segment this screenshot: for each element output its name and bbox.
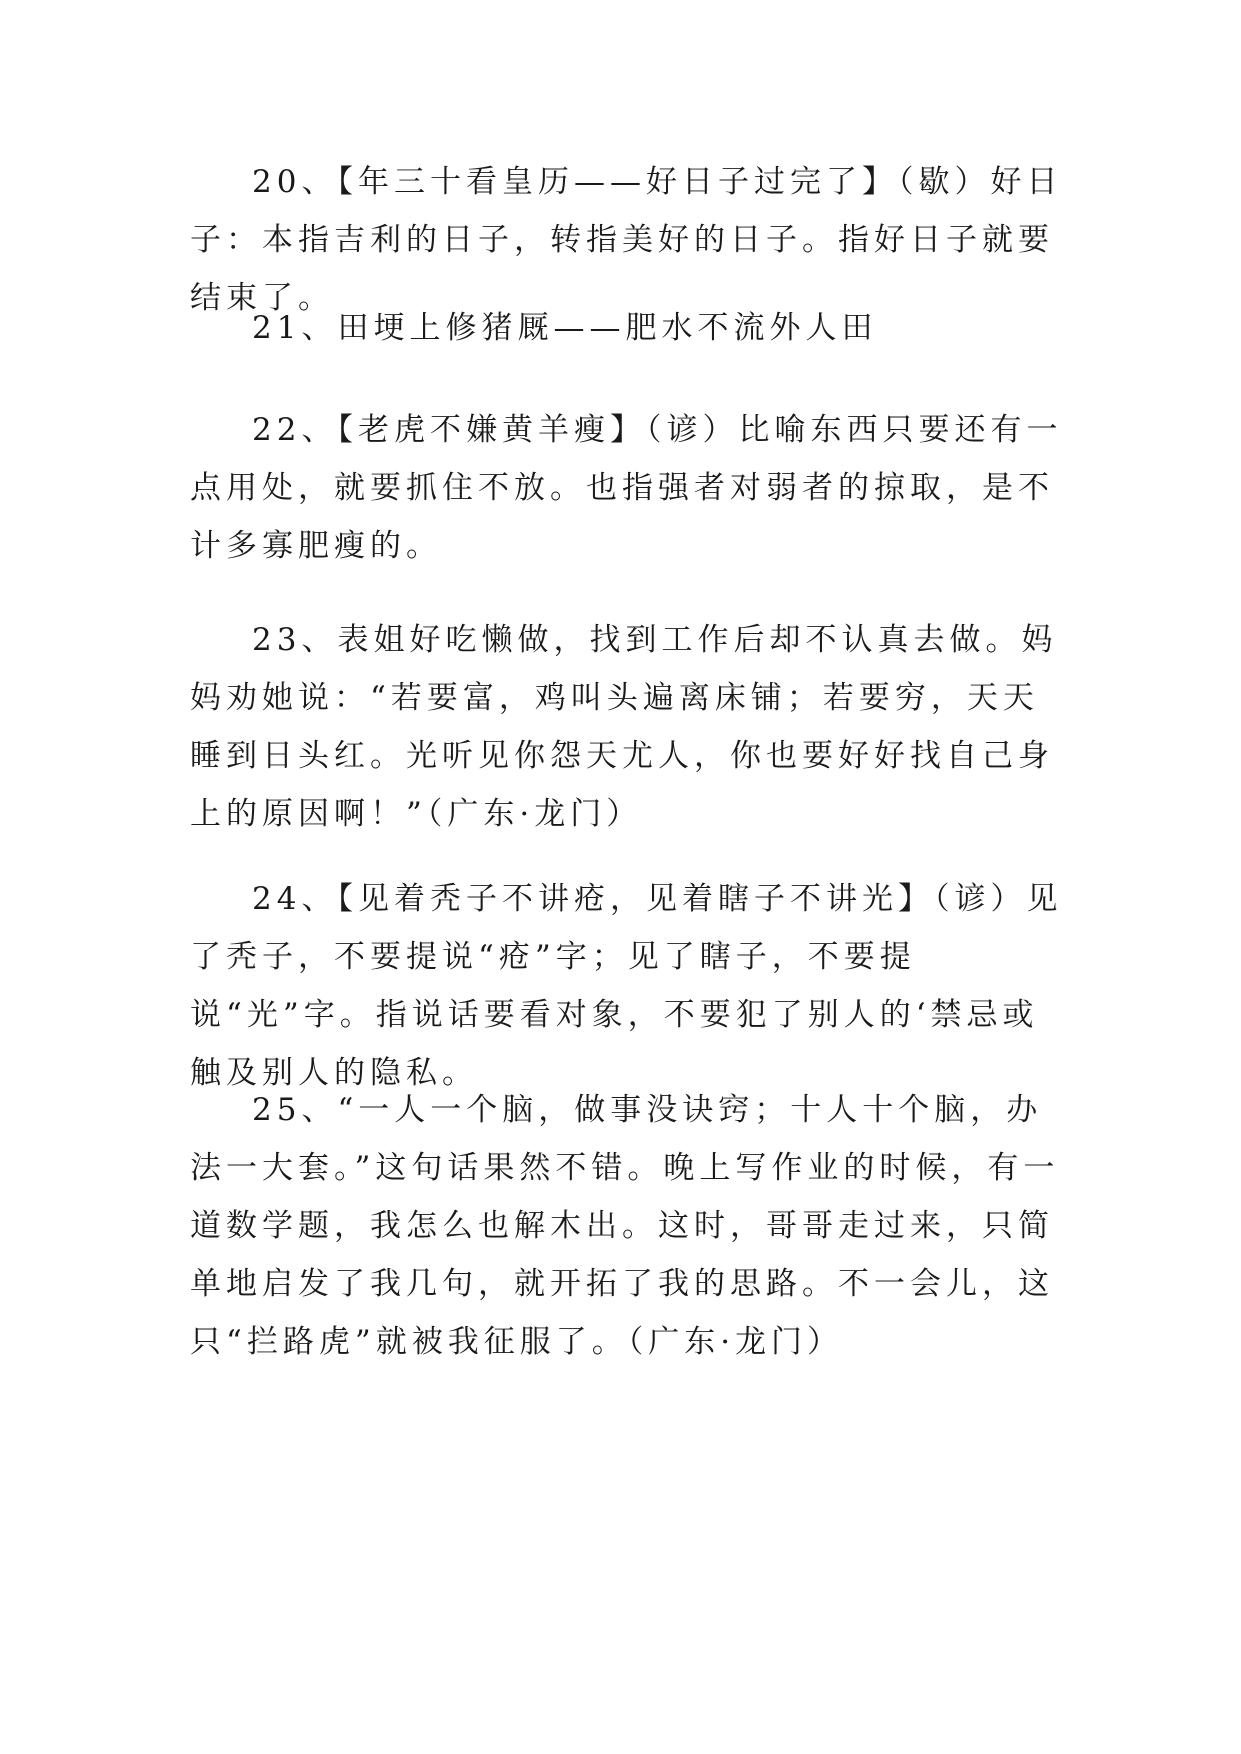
entry-25: [190, 1081, 1070, 1371]
paragraph-20: 20、【年三十看皇历——好日子过完了】（歇）好日子：本指吉利的日子，转指美好的日子。指好日子就要结束了。: [190, 164, 1063, 316]
paragraph-21: 21、田埂上修猪厩——肥水不流外人田: [252, 310, 878, 346]
entry-24: [190, 870, 1070, 1102]
entry-23: [190, 611, 1070, 843]
entry-21: [190, 299, 1070, 357]
paragraph-22: 22、【老虎不嫌黄羊瘦】（谚）比喻东西只要还有一点用处，就要抓住不放。也指强者对弱者的掠取，是不计多寡肥瘦的。: [190, 412, 1063, 564]
paragraph-25: 25、“一人一个脑，做事没诀窍；十人十个脑，办法一大套。”这句话果然不错。晚上写作业的时候，有一道数学题，我怎么也解木出。这时，哥哥走过来，只简单地启发了我几句，就开拓了我的思路。不一会儿，这只“拦路虎”就被我征服了。（广东·龙门）: [190, 1092, 1060, 1360]
paragraph-24: 24、【见着秃子不讲疮，见着瞎子不讲光】（谚）见了秃子，不要提说“疮”字；见了瞎子，不要提说“光”字。指说话要看对象，不要犯了别人的‘禁忌或触及别人的隐私。: [190, 881, 1063, 1091]
entry-22: [190, 401, 1070, 575]
paragraph-23: 23、表姐好吃懒做，找到工作后却不认真去做。妈妈劝她说：“若要富，鸡叫头遍离床铺；若要穷，天天睡到日头红。光听见你怨天尤人，你也要好好找自己身上的原因啊！”（广东·龙门）: [190, 622, 1058, 832]
